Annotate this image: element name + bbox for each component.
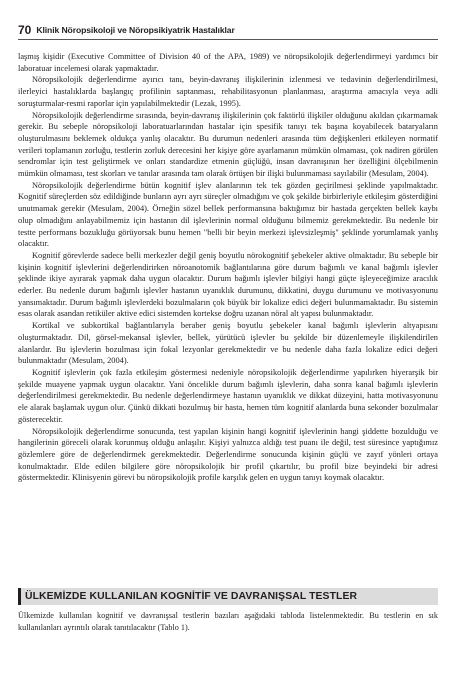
page-header [18,21,438,40]
paragraph: Kognitif görevlerde sadece belli merkezler değil geniş boyutlu nörokognitif şebekeler aktive olmaktadır. Bu sebeple bir kişinin kognitif işlevlerini değerlendirirken nöroanotomik bağlantılarına göre durum bağımlı ve kanal bağımlı işlevler şeklinde ikiye ayırarak yapmak daha uygun olacaktır. Durum bağımlı işlevler bilgiyi hangi güçte işleyeceğimize aracılık ederler. Bu nedenle durum bağımlı işlevler hastanın uyanıklık durumunu, dikkatini, duygu durumunu ve motivasyonunu yansımaktadır. Durum bağımlı işlevlerdeki bozulmaların çok büyük bir lokalize edici değeri bulunmamaktadır. Bu sistemin esas olarak asandan retiküler aktive edici sistemden kortekse doğru uzanan nöral alt yapısı bulunmaktadır. [18,250,438,319]
paragraph: Nöropsikolojik değerlendirme sırasında, beyin-davranış ilişkilerinin çok faktörlü ilişkiler olduğunu akıldan çıkarmamak gerekir. Bu sebeple nöropsikoloji laboratuarlarından hastalar için spesifik tanıyı tek başına koyabilecek bataryaların oluşturulmasını beklemek oldukça yanlış olacaktır. Bu durumun nedenleri arasında tüm değişkenleri etkileyen normatif verileri toplamanın zorluğu, testlerin zorluk derecesini her kişiye göre ayarlamanın mümkün olmaması, çok nadiren görülen sendromlar için test geliştirmek ve onları standardize etmenin güçlüğü, insan davranışının her özelliğini ölçebilmenin mümkün olmaması, test skorları ve tanılar arasında tam olarak örtüşen bir ilişki bulunmaması sayılabilir (Mesulam, 2004). [18,110,438,179]
section-heading [18,588,438,605]
running-title: Klinik Nöropsikoloji ve Nöropsikiyatrik Hastalıklar [36,25,235,35]
section-title: ÜLKEMİZDE KULLANILAN KOGNİTİF VE DAVRANIŞSAL TESTLER [25,591,358,602]
paragraph: Nöropsikolojik değerlendirme ayırıcı tanı, beyin-davranış ilişkilerinin izlenmesi ve tedavinin değerlendirilmesi, ilerleyici hastalıklarda başlangıç profilinin saptanması, rehabilitasyonun planlanması, araştırma amacıyla veya adli soruşturmalar-resmi raporlar için yapılabilmektedir (Lezak, 1995). [18,75,438,108]
paragraph: Kortikal ve subkortikal bağlantılarıyla beraber geniş boyutlu şebekeler kanal bağımlı işlevlerin altyapısını oluşturmaktadır. Dil, görsel-mekansal işlevler, bellek, yürütücü işlevler bu şekilde bir düzenlemeyle ilişkilendirilen alanlardır. Bu işlevlerin bozulması için fokal lezyonlar gerekmektedir ve bu nedenle daha fazla lokalize edici değeri bulunmaktadır (Mesulam, 2004). [18,321,438,366]
paragraph: laşmış kişidir (Executive Committee of Division 40 of the APA, 1989) ve nöropsikolojik değerlendirmeyi yardımcı bir laboratuar incelemesi olarak yapmaktadır. [18,52,438,73]
page-number: 70 [18,23,32,37]
body-text [18,51,438,484]
paragraph: Kognitif işlevlerin çok fazla etkileşim göstermesi nedeniyle nöropsikolojik değerlendirme yapılırken hiyerarşik bir şekilde muayene yapmak uygun olacaktır. Yani öncelikle durum bağımlı işlevlerin, daha sonra kanal bağımlı işlevlerin değerlendirilmesi gerekmektedir. Bu nedenle değerlendirmeye hastanın uyanıklık ve dikkat düzeyini, hatta motivasyonunu ele alarak başlamak uygun olur. Çünkü dikkati bozulmuş bir hasta, hemen tüm kognitif alanlarda buna sekonder bozulmalar gösterecektir. [18,367,438,424]
section-intro-text: Ülkemizde kullanılan kognitif ve davranışsal testlerin bazıları aşağıdaki tabloda listelenmektedir. Bu testlerin en sık kullanılanları ayrıntılı olarak tanıtılacaktır (Tablo 1). [18,611,438,632]
paragraph: Nöropsikolojik değerlendirme bütün kognitif işlev alanlarının tek tek gözden geçirilmesi şeklinde yapılmaktadır. Kognitif süreçlerden söz edildiğinde bunların ayrı ayrı süreçler olmadığını ve çok şekilde birbirleriyle etkileşim gösterdiğini unutmamak gerekir (Mesulam, 2004). Örneğin sözel bellek performansına baktığımız bir hastada gerçekten bellek kaybı olup olmadığını anlayabilmemiz için hastanın dil işlevlerinin normal olduğunu bilmemiz gerekmektedir. Bu nedenle bir testte performans bozukluğu görüyorsak bunu hemen "belli bir beyin merkezi işlevsizleşmiş" şeklinde yorumlamak yanlış olacaktır. [18,180,438,249]
paragraph: Nöropsikolojik değerlendirme sonucunda, test yapılan kişinin hangi kognitif işlevlerinin hangi şiddette bozulduğu ve hangilerinin göreceli olarak korunmuş olduğu anlaşılır. Kişiyi yalnızca aldığı test puanı ile değil, test süresince yaptığımız gözlemlere göre de değerlendirmek gerekmektedir. Değerlendirme sonucunda kişinin güçlü ve zayıf yönleri ortaya konulmaktadır. Elde edilen bilgilere göre nöropsikolojik bir profil çıkartılır, bu profil bize beyindeki bir adresi göstermektedir. Klinisyenin görevi bu nöropsikolojik profile karşılık gelen en uygun tanıyı koymak olacaktır. [18,426,438,483]
